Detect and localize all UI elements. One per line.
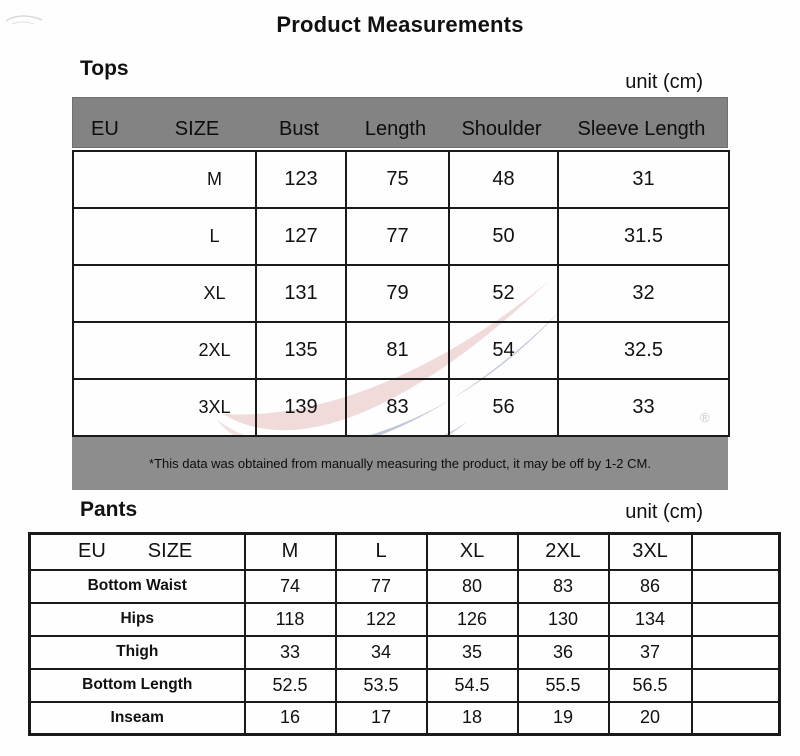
tops-header-shoulder: Shoulder xyxy=(461,117,542,140)
value-cell: 77 xyxy=(346,208,449,265)
pants-size-table xyxy=(28,532,781,736)
row-label-cell: Bottom Waist xyxy=(30,570,245,603)
value-cell: 53.5 xyxy=(336,669,427,702)
value-cell: 77 xyxy=(336,570,427,603)
table-row xyxy=(30,570,780,603)
value-cell xyxy=(692,603,780,636)
measurement-note-bar xyxy=(72,437,728,490)
pants-unit-label: unit (cm) xyxy=(625,501,703,523)
value-cell: 37 xyxy=(609,636,692,669)
value-cell: 83 xyxy=(518,570,609,603)
pants-header-m: M xyxy=(245,534,336,570)
row-label-cell: Hips xyxy=(30,603,245,636)
table-row xyxy=(73,151,729,208)
value-cell: 80 xyxy=(427,570,518,603)
pants-header-xl: XL xyxy=(427,534,518,570)
row-label-cell: XL xyxy=(73,265,256,322)
value-cell: 56.5 xyxy=(609,669,692,702)
value-cell: 83 xyxy=(346,379,449,436)
table-row xyxy=(73,265,729,322)
value-cell: 34 xyxy=(336,636,427,669)
row-label-cell: Thigh xyxy=(30,636,245,669)
value-cell: 31.5 xyxy=(558,208,729,265)
table-row xyxy=(73,208,729,265)
table-row xyxy=(30,636,780,669)
value-cell: 139 xyxy=(256,379,346,436)
value-cell: 16 xyxy=(245,702,336,735)
value-cell: 55.5 xyxy=(518,669,609,702)
table-row xyxy=(30,603,780,636)
value-cell: 54 xyxy=(449,322,558,379)
table-row xyxy=(73,379,729,436)
row-label-cell: Bottom Length xyxy=(30,669,245,702)
value-cell xyxy=(692,669,780,702)
value-cell: 50 xyxy=(449,208,558,265)
tops-header-eu-size xyxy=(73,118,254,141)
value-cell: 126 xyxy=(427,603,518,636)
table-row xyxy=(30,669,780,702)
value-cell: 33 xyxy=(245,636,336,669)
tops-header-bust: Bust xyxy=(278,117,320,140)
tops-table-header xyxy=(72,97,728,148)
pants-header-size: SIZE xyxy=(147,540,193,563)
value-cell: 123 xyxy=(256,151,346,208)
pants-header-eu-size-cell xyxy=(30,534,245,570)
table-row xyxy=(73,322,729,379)
value-cell: 122 xyxy=(336,603,427,636)
row-label-cell: L xyxy=(73,208,256,265)
pants-header-l: L xyxy=(336,534,427,570)
value-cell xyxy=(692,636,780,669)
table-row xyxy=(30,702,780,735)
tops-header-eu: EU xyxy=(91,117,119,140)
value-cell: 31 xyxy=(558,151,729,208)
measurement-note-text: *This data was obtained from manually measuring the product, it may be off by 1-2 CM. xyxy=(149,456,651,471)
pants-header-empty xyxy=(692,534,780,570)
value-cell: 54.5 xyxy=(427,669,518,702)
value-cell: 56 xyxy=(449,379,558,436)
value-cell: 134 xyxy=(609,603,692,636)
value-cell: 81 xyxy=(346,322,449,379)
pants-section-label: Pants xyxy=(80,498,138,521)
value-cell: 48 xyxy=(449,151,558,208)
row-label-cell: M xyxy=(73,151,256,208)
row-label-cell: Inseam xyxy=(30,702,245,735)
pants-header-3xl: 3XL xyxy=(609,534,692,570)
pants-table-body xyxy=(30,534,780,735)
row-label-cell: 3XL xyxy=(73,379,256,436)
row-label-cell: 2XL xyxy=(73,322,256,379)
value-cell: 131 xyxy=(256,265,346,322)
value-cell: 33 xyxy=(558,379,729,436)
tops-section-label: Tops xyxy=(80,57,129,80)
pants-header-2xl: 2XL xyxy=(518,534,609,570)
pants-header-row xyxy=(30,534,780,570)
value-cell: 52 xyxy=(449,265,558,322)
value-cell: 86 xyxy=(609,570,692,603)
tops-header-length: Length xyxy=(364,117,427,140)
tops-header-size: SIZE xyxy=(174,117,220,140)
value-cell: 79 xyxy=(346,265,449,322)
value-cell: 17 xyxy=(336,702,427,735)
value-cell: 20 xyxy=(609,702,692,735)
value-cell: 75 xyxy=(346,151,449,208)
tops-unit-label: unit (cm) xyxy=(625,71,703,93)
page-title: Product Measurements xyxy=(276,12,524,37)
value-cell: 127 xyxy=(256,208,346,265)
tops-header-sleeve-length: Sleeve Length xyxy=(577,117,706,140)
registered-trademark-symbol: ® xyxy=(700,410,710,425)
value-cell: 19 xyxy=(518,702,609,735)
value-cell: 74 xyxy=(245,570,336,603)
value-cell: 118 xyxy=(245,603,336,636)
value-cell: 36 xyxy=(518,636,609,669)
value-cell: 52.5 xyxy=(245,669,336,702)
value-cell: 32 xyxy=(558,265,729,322)
tops-table-body xyxy=(73,151,729,436)
value-cell: 135 xyxy=(256,322,346,379)
tops-size-table xyxy=(72,150,730,437)
value-cell: 130 xyxy=(518,603,609,636)
value-cell: 18 xyxy=(427,702,518,735)
value-cell xyxy=(692,570,780,603)
value-cell xyxy=(692,702,780,735)
value-cell: 32.5 xyxy=(558,322,729,379)
value-cell: 35 xyxy=(427,636,518,669)
pants-header-eu: EU xyxy=(78,540,106,563)
